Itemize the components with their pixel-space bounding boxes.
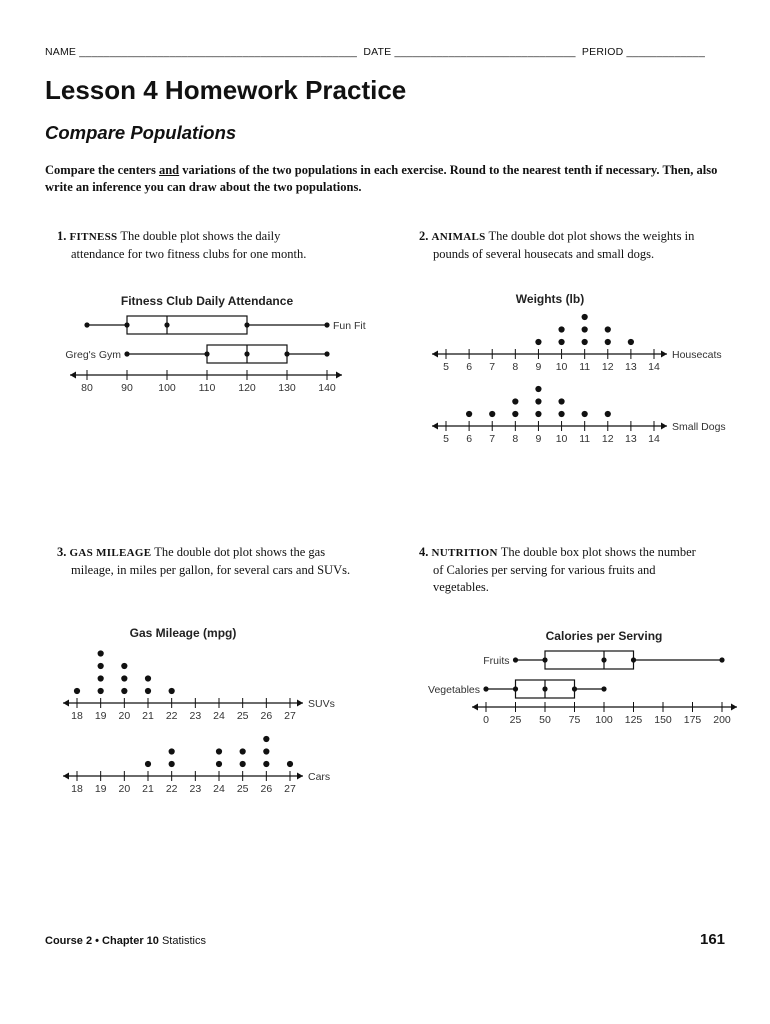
data-dot bbox=[512, 411, 518, 417]
axis-arrow-left bbox=[432, 351, 438, 358]
tick-label: 200 bbox=[713, 714, 731, 726]
tick-label: 23 bbox=[189, 783, 202, 795]
tick-label: 11 bbox=[579, 433, 591, 445]
data-dot bbox=[145, 761, 151, 767]
box-point-q1 bbox=[513, 686, 518, 691]
tick-label: 130 bbox=[278, 382, 296, 394]
tick-label: 26 bbox=[260, 710, 273, 722]
data-dot bbox=[466, 411, 472, 417]
axis-arrow-right bbox=[297, 700, 303, 707]
box-point-max bbox=[719, 657, 724, 662]
data-dot bbox=[145, 675, 151, 681]
exercise-text: The double dot plot shows the weights in bbox=[488, 229, 695, 243]
tick-label: 50 bbox=[539, 714, 551, 726]
instructions-and: and bbox=[158, 163, 180, 177]
exercise-keyword: GAS MILEAGE bbox=[69, 547, 152, 559]
tick-label: 18 bbox=[71, 783, 83, 795]
exercise-keyword: NUTRITION bbox=[431, 547, 498, 559]
exercise-text-rest: mileage, in miles per gallon, for several cars and SUVs. bbox=[71, 563, 351, 577]
tick-label: 6 bbox=[466, 361, 473, 373]
data-dot bbox=[558, 339, 564, 345]
tick-label: 9 bbox=[535, 433, 542, 445]
instructions-part2: variations of the two populations in each exercise. Round to the nearest tenth if necessary. Then, also write an inference you can draw about the two populations. bbox=[45, 163, 718, 194]
tick-label: 6 bbox=[466, 433, 473, 445]
page-subtitle: Compare Populations bbox=[45, 122, 237, 143]
exercise-keyword: FITNESS bbox=[69, 231, 118, 243]
tick-label: 5 bbox=[443, 433, 449, 445]
instructions-part1: Compare the centers bbox=[45, 163, 159, 177]
series-label: Vegetables bbox=[428, 684, 480, 696]
axis-arrow-right bbox=[297, 773, 303, 780]
tick-label: 25 bbox=[509, 714, 522, 726]
data-dot bbox=[535, 339, 541, 345]
data-dot bbox=[263, 736, 269, 742]
footer-course-label: Course 2 • Chapter 10 bbox=[45, 935, 159, 947]
data-dot bbox=[216, 761, 222, 767]
box-point-median bbox=[164, 322, 169, 327]
box-point-min bbox=[124, 351, 129, 356]
tick-label: 8 bbox=[512, 433, 519, 445]
box-point-q1 bbox=[542, 657, 547, 662]
date-field-label: DATE ______________________________ bbox=[363, 46, 576, 58]
tick-label: 14 bbox=[648, 361, 660, 373]
chart-title: Weights (lb) bbox=[515, 292, 585, 306]
data-dot bbox=[582, 314, 588, 320]
tick-label: 175 bbox=[683, 714, 702, 726]
box-point-min bbox=[513, 657, 518, 662]
data-dot bbox=[558, 411, 564, 417]
exercise-text: The double plot shows the daily bbox=[120, 229, 281, 243]
box-point-q1 bbox=[204, 351, 209, 356]
tick-label: 7 bbox=[489, 433, 496, 445]
tick-label: 75 bbox=[568, 714, 581, 726]
data-dot bbox=[558, 326, 564, 332]
series-label: Cars bbox=[308, 771, 331, 783]
tick-label: 22 bbox=[165, 710, 178, 722]
axis-arrow-left bbox=[63, 700, 69, 707]
series-label: Fruits bbox=[483, 655, 510, 667]
tick-label: 110 bbox=[198, 382, 216, 394]
data-dot bbox=[287, 761, 293, 767]
data-dot bbox=[74, 688, 80, 694]
data-dot bbox=[489, 411, 495, 417]
box-point-min bbox=[84, 322, 89, 327]
data-dot bbox=[263, 761, 269, 767]
data-dot bbox=[558, 398, 564, 404]
box-iqr bbox=[545, 651, 634, 669]
data-dot bbox=[582, 339, 588, 345]
tick-label: 9 bbox=[535, 361, 542, 373]
tick-label: 20 bbox=[118, 710, 131, 722]
box-point-q3 bbox=[572, 686, 577, 691]
box-point-median bbox=[601, 657, 606, 662]
data-dot bbox=[605, 411, 611, 417]
axis-arrow-left bbox=[472, 704, 478, 711]
tick-label: 0 bbox=[483, 714, 489, 726]
box-point-q3 bbox=[244, 322, 249, 327]
data-dot bbox=[121, 688, 127, 694]
tick-label: 150 bbox=[654, 714, 672, 726]
tick-label: 8 bbox=[512, 361, 519, 373]
tick-label: 11 bbox=[579, 361, 591, 373]
tick-label: 21 bbox=[142, 783, 154, 795]
tick-label: 125 bbox=[624, 714, 643, 726]
footer-topic: Statistics bbox=[158, 935, 206, 947]
axis-arrow-right bbox=[731, 704, 737, 711]
series-label: Small Dogs bbox=[672, 421, 726, 433]
box-point-q3 bbox=[284, 351, 289, 356]
box-point-max bbox=[601, 686, 606, 691]
series-label: Housecats bbox=[672, 349, 722, 361]
tick-label: 25 bbox=[236, 710, 249, 722]
tick-label: 19 bbox=[94, 783, 107, 795]
chart-title: Fitness Club Daily Attendance bbox=[120, 294, 294, 308]
tick-label: 20 bbox=[118, 783, 131, 795]
box-point-median bbox=[542, 686, 547, 691]
tick-label: 18 bbox=[71, 710, 83, 722]
tick-label: 7 bbox=[489, 361, 496, 373]
data-dot bbox=[169, 761, 175, 767]
data-dot bbox=[98, 688, 104, 694]
tick-label: 19 bbox=[94, 710, 107, 722]
data-dot bbox=[628, 339, 634, 345]
data-dot bbox=[535, 398, 541, 404]
data-dot bbox=[535, 386, 541, 392]
box-point-min bbox=[483, 686, 488, 691]
tick-label: 10 bbox=[555, 361, 568, 373]
chart-title: Gas Mileage (mpg) bbox=[129, 626, 237, 640]
exercise-number: 4. bbox=[419, 545, 429, 559]
data-dot bbox=[98, 675, 104, 681]
data-dot bbox=[121, 663, 127, 669]
tick-label: 24 bbox=[213, 710, 225, 722]
tick-label: 26 bbox=[260, 783, 273, 795]
data-dot bbox=[216, 748, 222, 754]
tick-label: 80 bbox=[81, 382, 93, 394]
series-label: Greg's Gym bbox=[65, 349, 121, 361]
data-dot bbox=[582, 411, 588, 417]
tick-label: 25 bbox=[236, 783, 249, 795]
series-label: Fun Fit bbox=[333, 320, 366, 332]
page-title: Lesson 4 Homework Practice bbox=[45, 75, 407, 105]
box-point-q1 bbox=[124, 322, 129, 327]
exercise-number: 2. bbox=[419, 229, 429, 243]
tick-label: 140 bbox=[318, 382, 336, 394]
data-dot bbox=[169, 748, 175, 754]
tick-label: 100 bbox=[158, 382, 176, 394]
data-dot bbox=[582, 326, 588, 332]
tick-label: 27 bbox=[284, 783, 296, 795]
tick-label: 12 bbox=[601, 433, 614, 445]
period-field-label: PERIOD _____________ bbox=[581, 46, 706, 58]
data-dot bbox=[98, 663, 104, 669]
tick-label: 13 bbox=[625, 361, 637, 373]
axis-arrow-left bbox=[432, 423, 438, 430]
chart-title: Calories per Serving bbox=[545, 629, 663, 643]
tick-label: 90 bbox=[121, 382, 133, 394]
axis-arrow-left bbox=[63, 773, 69, 780]
exercise-number: 1. bbox=[57, 229, 67, 243]
exercise-text: The double box plot shows the number bbox=[500, 545, 696, 559]
exercise-text-rest: pounds of several housecats and small dogs. bbox=[433, 247, 655, 261]
tick-label: 13 bbox=[625, 433, 637, 445]
data-dot bbox=[121, 675, 127, 681]
box-point-median bbox=[244, 351, 249, 356]
data-dot bbox=[512, 398, 518, 404]
data-dot bbox=[605, 326, 611, 332]
data-dot bbox=[263, 748, 269, 754]
tick-label: 27 bbox=[284, 710, 296, 722]
data-dot bbox=[145, 688, 151, 694]
exercise-text-rest: of Calories per serving for various fruits and vegetables. bbox=[433, 563, 656, 594]
exercise-number: 3. bbox=[57, 545, 67, 559]
series-label: SUVs bbox=[308, 698, 335, 710]
exercise-keyword: ANIMALS bbox=[431, 231, 486, 243]
box-point-q3 bbox=[631, 657, 636, 662]
tick-label: 14 bbox=[648, 433, 660, 445]
axis-arrow-right bbox=[661, 351, 667, 358]
tick-label: 120 bbox=[238, 382, 256, 394]
data-dot bbox=[240, 761, 246, 767]
tick-label: 23 bbox=[189, 710, 202, 722]
tick-label: 12 bbox=[601, 361, 614, 373]
box-point-max bbox=[324, 351, 329, 356]
tick-label: 10 bbox=[555, 433, 568, 445]
exercise-text: The double dot plot shows the gas bbox=[154, 545, 326, 559]
tick-label: 21 bbox=[142, 710, 154, 722]
data-dot bbox=[169, 688, 175, 694]
name-field-label: NAME ______________________________________________ bbox=[45, 46, 358, 58]
axis-arrow-left bbox=[70, 372, 76, 379]
axis-arrow-right bbox=[336, 372, 342, 379]
tick-label: 5 bbox=[443, 361, 449, 373]
page-number: 161 bbox=[700, 931, 726, 948]
footer-course bbox=[45, 935, 206, 947]
data-dot bbox=[98, 650, 104, 656]
data-dot bbox=[240, 748, 246, 754]
tick-label: 100 bbox=[595, 714, 613, 726]
tick-label: 24 bbox=[213, 783, 225, 795]
data-dot bbox=[535, 411, 541, 417]
tick-label: 22 bbox=[165, 783, 178, 795]
exercise-text-rest: attendance for two fitness clubs for one month. bbox=[71, 247, 307, 261]
axis-arrow-right bbox=[661, 423, 667, 430]
data-dot bbox=[605, 339, 611, 345]
box-point-max bbox=[324, 322, 329, 327]
box-iqr bbox=[127, 316, 247, 334]
